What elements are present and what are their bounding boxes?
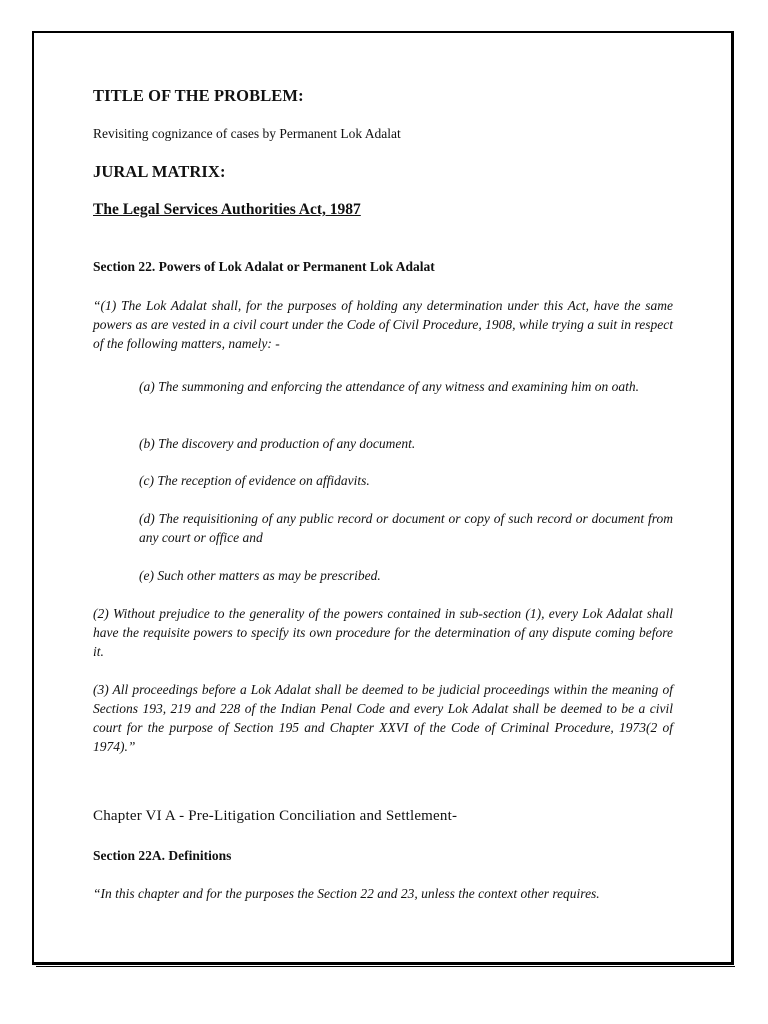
subsection-2: (2) Without prejudice to the generality of the powers contained in sub-section (1), every Lok Adalat shall have the requisite powers to specify its own procedure for the determination of any dispute coming before it. xyxy=(93,606,673,659)
section22a-title-block xyxy=(93,848,673,864)
jural-matrix-heading: JURAL MATRIX: xyxy=(93,162,226,181)
section22-intro-block xyxy=(93,296,673,353)
subsection-3-block xyxy=(93,680,673,756)
problem-title: Revisiting cognizance of cases by Permanent Lok Adalat xyxy=(93,126,401,141)
clause-d-block xyxy=(93,509,673,547)
problem-heading: TITLE OF THE PROBLEM: xyxy=(93,86,304,105)
chapter-title-block xyxy=(93,808,673,825)
subsection-3: (3) All proceedings before a Lok Adalat shall be deemed to be judicial proceedings within the meaning of Sections 193, 219 and 228 of the Indian Penal Code and every Lok Adalat shall be deemed to be a civil court for the purpose of Section 195 and Chapter XXVI of the Code of Criminal Procedure, 1973(2 of 1974).” xyxy=(93,682,673,754)
section-22-title: Section 22. Powers of Lok Adalat or Permanent Lok Adalat xyxy=(93,259,435,274)
problem-title-block xyxy=(93,126,673,142)
clause-a-block xyxy=(93,377,673,396)
section-22-intro: “(1) The Lok Adalat shall, for the purposes of holding any determination under this Act, have the same powers as are vested in a civil court under the Code of Civil Procedure, 1908, while trying a suit in respect of the following matters, namely: - xyxy=(93,298,673,351)
section-22a-text: “In this chapter and for the purposes the Section 22 and 23, unless the context other requires. xyxy=(93,886,600,901)
clause-c: (c) The reception of evidence on affidavits. xyxy=(139,473,370,488)
clause-e-block xyxy=(93,566,673,585)
clause-a: (a) The summoning and enforcing the attendance of any witness and examining him on oath. xyxy=(139,379,640,394)
chapter-title: Chapter VI A - Pre-Litigation Conciliation and Settlement- xyxy=(93,808,458,824)
clause-d: (d) The requisitioning of any public record or document or copy of such record or document from any court or office and xyxy=(139,511,673,545)
clause-b: (b) The discovery and production of any document. xyxy=(139,436,416,451)
clause-e: (e) Such other matters as may be prescribed. xyxy=(139,568,381,583)
act-title-block xyxy=(93,201,673,219)
subsection-2-block xyxy=(93,604,673,661)
problem-heading-block xyxy=(93,86,673,106)
clause-b-block xyxy=(93,434,673,453)
section-22a-title: Section 22A. Definitions xyxy=(93,848,232,863)
section22-title-block xyxy=(93,259,673,275)
act-title: The Legal Services Authorities Act, 1987 xyxy=(93,201,361,218)
clause-c-block xyxy=(93,471,673,490)
section22a-text-block xyxy=(93,884,673,903)
jural-heading-block xyxy=(93,162,673,182)
